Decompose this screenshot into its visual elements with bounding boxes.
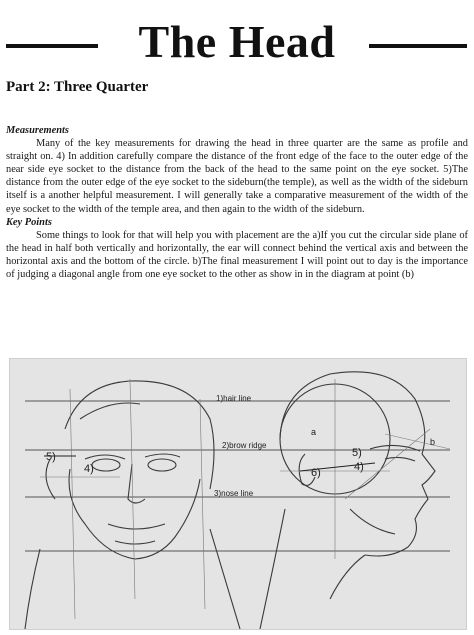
measurements-section (6, 124, 468, 281)
nose-line-label: 3)nose line (214, 489, 254, 498)
keypoints-heading: Key Points (6, 216, 52, 228)
right-point-6: 6) (311, 467, 321, 479)
page-title: The Head (138, 16, 336, 67)
measurements-paragraph: Many of the key measurements for drawing the head in three quarter are the same as profile and straight on. 4) In addition carefully compare the distance of the front edge of the face to the outer edge of the near side eye socket to the distance from the back of the head to the same point on the eye socket. 5)The distance from the outer edge of the eye socket to the sideburn(the temple), as well as the width of the sideburn itself is a another helpful measurement. I will generally take a comparative measurement of the width of the eye socket to the width of the temple area, and then again to the width of the sideburn. (6, 138, 468, 215)
section-subtitle: Part 2: Three Quarter (6, 79, 149, 95)
brow-ridge-label: 2)brow ridge (222, 441, 267, 450)
keypoints-paragraph: Some things to look for that will help you with placement are the a)If you cut the circular side plane of the head in half both vertically and horizontally, the ear will connect behind the vertical axis and between the horizontal axis and the bottom of the circle. b)The final measurement I will point out to day is the importance of judging a diagonal angle from one eye socket to the other as show in in the diagram at point (b) (6, 229, 468, 281)
point-a: a (311, 427, 317, 437)
point-b: b (430, 437, 436, 447)
title-rule-right (369, 44, 467, 48)
left-point-5: 5) (46, 451, 56, 463)
hair-line-label: 1)hair line (216, 394, 252, 403)
right-point-5: 5) (352, 447, 362, 459)
left-point-4: 4) (84, 463, 94, 475)
right-point-4: 4) (354, 461, 364, 473)
measurements-heading: Measurements (6, 125, 69, 136)
head-diagram (9, 358, 467, 630)
